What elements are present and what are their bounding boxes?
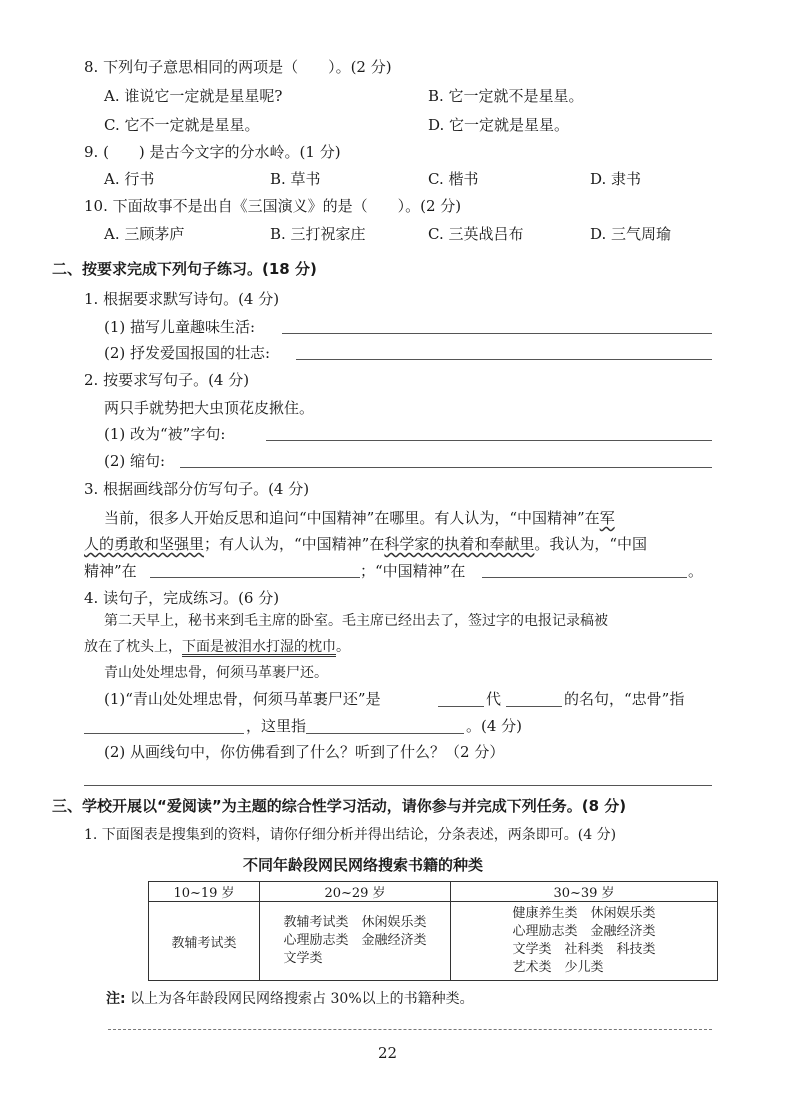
q9-option-b: B. 草书 — [270, 170, 321, 188]
s2-q1-answer-line-2[interactable] — [296, 359, 712, 360]
s2-q4-sub1-d: ，这里指 — [246, 717, 307, 735]
table-header-row — [149, 882, 718, 902]
q8-option-a: A. 谁说它一定就是星星呢? — [104, 87, 283, 105]
q8-stem: 8. 下列句子意思相同的两项是（ ）。(2 分) — [84, 58, 392, 76]
s2-q4-sub1-a: (1)“青山处处埋忠骨，何须马革裹尸还”是 — [104, 690, 381, 708]
s2-q3-line-2 — [84, 535, 647, 553]
s2-q4-passage-text: 。 — [336, 639, 350, 655]
s2-q2-answer-line-2[interactable] — [180, 467, 712, 468]
book-type-row: 文学类 — [283, 951, 323, 966]
s2-q4-underlined-sentence: 下面是被泪水打湿的枕巾 — [182, 639, 336, 655]
book-type-row: 教辅考试类 休闲娱乐类 — [283, 915, 427, 930]
s2-q4-poem: 青山处处埋忠骨，何须马革裹尸还。 — [104, 665, 328, 681]
s2-q3-text: 。我认为，“中国 — [534, 535, 648, 553]
s2-q3-underlined-text: 人的勇敢和坚强里 — [84, 535, 205, 553]
s2-q4-stem: 4. 读句子，完成练习。(6 分) — [84, 589, 280, 607]
s2-q3-answer-blank-1[interactable] — [150, 577, 360, 578]
s2-q4-sub1-blank-1[interactable] — [438, 706, 484, 707]
book-type-row: 文学类 社科类 科技类 — [512, 942, 656, 957]
table-note-label: 注: — [106, 991, 126, 1007]
s2-q1-part2: (2) 抒发爱国报国的壮志: — [104, 344, 271, 362]
q8-option-d: D. 它一定就是星星。 — [428, 116, 570, 134]
table-cell-20-29 — [260, 902, 451, 981]
table-note — [106, 990, 474, 1008]
s2-q1-part1: (1) 描写儿童趣味生活: — [104, 318, 256, 336]
s2-q3-line-3: 精神”在 — [84, 562, 137, 580]
s2-q4-sub2: (2) 从画线句中，你仿佛看到了什么？听到了什么？（2 分） — [104, 743, 505, 761]
s2-q3-answer-blank-2[interactable] — [482, 577, 687, 578]
table-cell-10-19 — [149, 902, 260, 981]
q10-option-b: B. 三打祝家庄 — [270, 225, 366, 243]
q9-option-d: D. 隶书 — [590, 170, 642, 188]
s2-q3-line-1 — [104, 509, 615, 527]
q9-stem: 9. ( ) 是古今文字的分水岭。(1 分) — [84, 143, 341, 161]
book-type-row: 健康养生类 休闲娱乐类 — [512, 906, 656, 921]
s2-q4-sub1-blank-3[interactable] — [84, 733, 244, 734]
s2-q3-text: 当前，很多人开始反思和追问“中国精神”在哪里。有人认为，“中国精神”在 — [104, 509, 600, 527]
s2-q3-stem: 3. 根据画线部分仿写句子。(4 分) — [84, 480, 310, 498]
s2-q3-line-3-end: 。 — [688, 562, 704, 580]
book-type-row: 艺术类 少儿类 — [512, 960, 604, 975]
s2-q3-underlined-text: 军 — [599, 509, 615, 527]
s2-q4-passage-line-1: 第二天早上，秘书来到毛主席的卧室。毛主席已经出去了，签过字的电报记录稿被 — [104, 613, 608, 629]
s2-q2-part1: (1) 改为“被”字句: — [104, 425, 226, 443]
s2-q2-sentence: 两只手就势把大虫顶花皮揪住。 — [104, 399, 315, 417]
section-3-title: 三、学校开展以“爱阅读”为主题的综合性学习活动，请你参与并完成下列任务。(8 分) — [52, 797, 627, 815]
s2-q4-passage-text: 放在了枕头上， — [84, 639, 182, 655]
book-type-row: 心理励志类 金融经济类 — [283, 933, 427, 948]
table-title: 不同年龄段网民网络搜索书籍的种类 — [243, 856, 484, 874]
page-number: 22 — [378, 1044, 398, 1062]
q9-option-a: A. 行书 — [104, 170, 155, 188]
q10-stem: 10. 下面故事不是出自《三国演义》的是（ ）。(2 分) — [84, 197, 462, 215]
book-type-list: 教辅考试类 — [171, 935, 237, 951]
q10-option-a: A. 三顾茅庐 — [104, 225, 185, 243]
section-2-title: 二、按要求完成下列句子练习。(18 分) — [52, 260, 317, 278]
s2-q1-stem: 1. 根据要求默写诗句。(4 分) — [84, 290, 280, 308]
q9-option-c: C. 楷书 — [428, 170, 479, 188]
s2-q2-part2: (2) 缩句: — [104, 452, 166, 470]
book-type-row: 心理励志类 金融经济类 — [512, 924, 656, 939]
table-row — [149, 902, 718, 981]
s2-q4-sub1-e: 。(4 分) — [466, 717, 523, 735]
book-types-table — [148, 881, 718, 981]
s2-q4-sub1-b: 代 — [486, 690, 502, 708]
s3-q1-answer-line[interactable] — [108, 1029, 712, 1030]
table-header-cell: 20~29 岁 — [260, 882, 451, 902]
q10-option-d: D. 三气周瑜 — [590, 225, 672, 243]
s2-q3-line-3-mid: ；“中国精神”在 — [360, 562, 466, 580]
q10-option-c: C. 三英战吕布 — [428, 225, 524, 243]
s2-q1-answer-line-1[interactable] — [282, 333, 712, 334]
s2-q2-answer-line-1[interactable] — [266, 440, 712, 441]
table-header-cell: 30~39 岁 — [451, 882, 718, 902]
s2-q4-sub1-blank-2[interactable] — [506, 706, 562, 707]
s2-q4-sub2-answer-line[interactable] — [84, 785, 712, 786]
q8-option-b: B. 它一定就不是星星。 — [428, 87, 584, 105]
s2-q3-text: ；有人认为，“中国精神”在 — [204, 535, 385, 553]
s2-q4-sub1-c: 的名句，“忠骨”指 — [564, 690, 685, 708]
q8-option-c: C. 它不一定就是星星。 — [104, 116, 260, 134]
table-cell-30-39 — [451, 902, 718, 981]
s3-q1-stem: 1. 下面图表是搜集到的资料，请你仔细分析并得出结论，分条表述，两条即可。(4 分) — [84, 827, 617, 843]
s2-q4-passage-line-2 — [84, 638, 350, 656]
s2-q3-underlined-text: 科学家的执着和奉献里 — [384, 535, 535, 553]
s2-q2-stem: 2. 按要求写句子。(4 分) — [84, 371, 250, 389]
table-note-text: 以上为各年龄段网民网络搜索占 30%以上的书籍种类。 — [130, 991, 474, 1007]
s2-q4-sub1-blank-4[interactable] — [306, 733, 464, 734]
table-header-cell: 10~19 岁 — [149, 882, 260, 902]
